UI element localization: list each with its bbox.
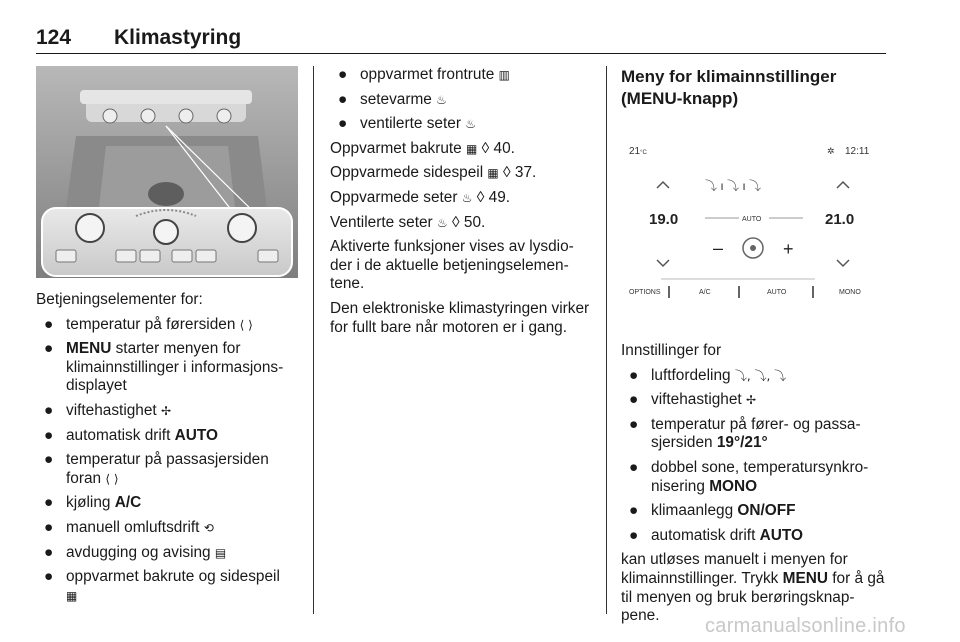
list-item: ● kjøling A/C (44, 494, 142, 512)
temperature-icon: ⟨ ⟩ (105, 471, 119, 486)
gear-icon: ✲ (827, 146, 835, 156)
column-1 (36, 291, 298, 611)
temperature-icon: ⟨ ⟩ (239, 317, 253, 332)
list-item: ● oppvarmet bakrute og sidespeil ▦ (44, 568, 280, 603)
auto-mode-label: AUTO (742, 216, 762, 223)
list-item: ● automatisk drift AUTO (629, 526, 803, 544)
column-divider (606, 66, 607, 614)
page-header (36, 24, 886, 54)
list-item: ● viftehastighet ✢ (629, 391, 757, 409)
list-item: ● setevarme ♨ (338, 90, 447, 108)
list-item: ● viftehastighet ✢ (44, 401, 172, 419)
svg-text:21°C: 21°C (629, 146, 647, 157)
left-temp-readout: 19.0 (649, 211, 679, 228)
reference-line: Oppvarmet bakrute ▦ ◊ 40. (330, 139, 515, 157)
settings-list (621, 367, 889, 546)
air-distribution-icon: ⤵, ⤵, ⤵ (734, 368, 787, 383)
seat-heat-icon: ♨ (461, 190, 473, 205)
menu-heading: Meny for klimainnstillinger (MENU-knapp) (621, 67, 837, 108)
settings-section (621, 342, 889, 632)
page-reference[interactable]: ◊ 49. (476, 188, 511, 206)
watermark-text: carmanualsonline.info (705, 615, 906, 637)
section-title: Klimastyring (114, 26, 242, 49)
seat-heat-icon: ♨ (436, 92, 447, 107)
list-item: ● MENU starter menyen for klimainnstillinger i informasjons-displayet (44, 340, 284, 395)
fan-icon: ✢ (160, 403, 172, 418)
body-paragraph: Aktiverte funksjoner vises av lysdio-der i de aktuelle betjeningselemen-tene. (330, 238, 574, 293)
list-item: ● oppvarmet frontrute ▥ (338, 66, 510, 83)
ac-tab: A/C (699, 289, 711, 296)
mirror-heat-icon: ▦ (487, 166, 499, 181)
clock-text: 12:11 (845, 146, 870, 157)
options-tab: OPTIONS (629, 289, 661, 296)
body-paragraph: kan utløses manuelt i menyen for klimainnstillinger. Trykk MENU for å gå til menyen og bruk berøringsknap-pene. (621, 551, 885, 625)
intro-text: Betjeningselementer for: (36, 291, 203, 308)
page-reference[interactable]: ◊ 40. (481, 139, 515, 157)
list-item: ● klimaanlegg ON/OFF (629, 502, 796, 520)
rear-window-heat-icon: ▦ (66, 588, 78, 603)
body-paragraph: Den elektroniske klimastyringen virker for fullt bare når motoren er i gang. (330, 299, 590, 336)
fan-icon: ✢ (745, 393, 757, 408)
list-item: ● automatisk drift AUTO (44, 426, 218, 444)
climate-panel-illustration (36, 66, 298, 278)
page-reference[interactable]: ◊ 50. (452, 213, 486, 231)
column-2 (330, 66, 592, 343)
list-item: ● temperatur på passasjersiden foran ⟨ ⟩ (44, 451, 269, 487)
list-item: ● temperatur på fører- og passa-sjersiden 19°/21° (629, 415, 861, 452)
page-number: 124 (36, 26, 72, 49)
climate-menu-illustration (621, 114, 885, 324)
seat-vent-icon: ♨ (465, 117, 476, 132)
column-divider (313, 66, 314, 614)
climate-menu-screen (621, 114, 885, 324)
list-item: ● temperatur på førersiden ⟨ ⟩ (44, 315, 253, 333)
list-item: ● luftfordeling ⤵, ⤵, ⤵ (629, 366, 787, 384)
reference-line: Oppvarmede sidespeil ▦ ◊ 37. (330, 164, 537, 182)
reference-line: Ventilerte seter ♨ ◊ 50. (330, 213, 486, 231)
list-item: ● manuell omluftsdrift ⟲ (44, 518, 214, 536)
list-item: ● avdugging og avising ▤ (44, 543, 227, 561)
list-item: ● dobbel sone, temperatursynkro-nisering MONO (629, 458, 869, 495)
fan-plus-button: + (783, 239, 794, 259)
defrost-icon: ▤ (214, 545, 227, 560)
page-reference[interactable]: ◊ 37. (503, 164, 537, 182)
windscreen-heat-icon: ▥ (498, 68, 510, 82)
climate-panel-photo (36, 66, 298, 278)
air-flow-icon: ⤵ ı ⤵ ı ⤵ (705, 179, 762, 193)
intro-text: Innstillinger for (621, 342, 722, 359)
fan-minus-button: – (713, 238, 724, 258)
recirculation-icon: ⟲ (203, 520, 214, 535)
heating-list (330, 66, 592, 134)
right-temp-readout: 21.0 (825, 211, 855, 228)
list-item: ● ventilerte seter ♨ (338, 115, 476, 133)
auto-tab: AUTO (767, 289, 787, 296)
control-list (36, 316, 298, 606)
reference-line: Oppvarmede seter ♨ ◊ 49. (330, 188, 511, 206)
rear-window-heat-icon: ▦ (466, 141, 478, 156)
seat-vent-icon: ♨ (436, 215, 448, 230)
mono-tab: MONO (839, 289, 861, 296)
